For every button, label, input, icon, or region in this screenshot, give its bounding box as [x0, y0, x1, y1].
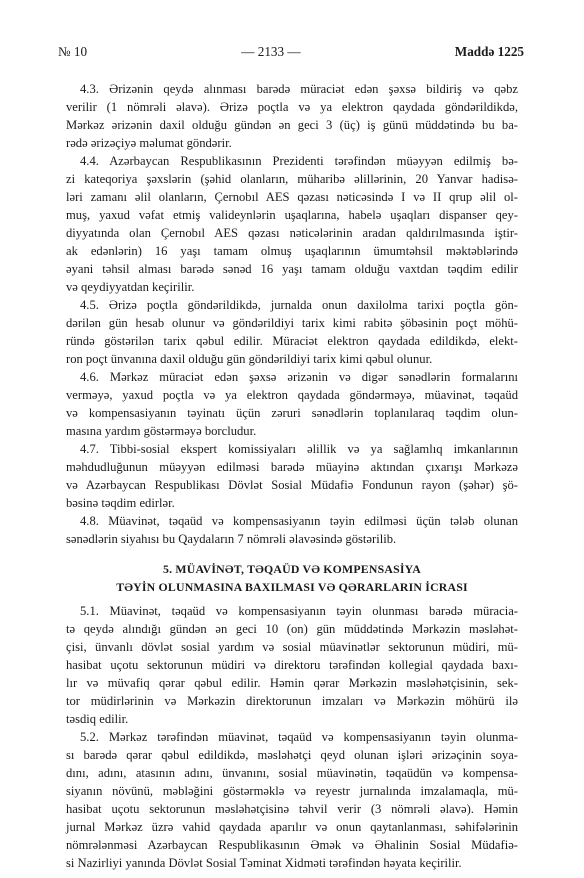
section-heading-line: TƏYİN OLUNMASINA BAXILMASI VƏ QƏRARLARIN İCRASI [116, 580, 468, 594]
paragraph-4-6 [66, 368, 518, 440]
text-line: ləri zamanı əlil olanların, Çernobıl AES qəzası nəticəsində I və II qrup əlil ol- [66, 190, 518, 204]
text-line: sı barədə qərar qəbul edildikdə, məsləhətçi qeyd olunan işləri ərizəçinin soya- [66, 748, 518, 762]
text-line: 4.8. Müavinət, təqaüd və kompensasiyanın təyin edilməsi üçün tələb olunan [80, 514, 518, 528]
text-line: və kompensasiyanın təyinatı üçün zəruri sənədlərin toplanılaraq təqdim olun- [66, 406, 518, 420]
text-line: verilir (1 nömrəli əlavə). Ərizə poçtla və ya elektron qaydada göndərildikdə, [66, 100, 518, 114]
page-header [58, 44, 524, 60]
text-line: dını, adını, atasının adını, ünvanını, sosial müavinətin, təqaüdün və kompensa- [66, 766, 518, 780]
text-line: muş, yaxud vəfat etmiş valideynlərin uşaqlarına, habelə uşaqları dispanser qey- [66, 208, 518, 222]
text-line: 4.4. Azərbaycan Respublikasının Prezidenti tərəfindən müəyyən edilmiş bə- [80, 154, 518, 168]
text-line: təsdiq edilir. [66, 712, 129, 726]
text-line: və Azərbaycan Respublikası Dövlət Sosial Müdafiə Fondunun rayon (şəhər) şö- [66, 478, 518, 492]
text-line: dərilən gün hesab olunur və göndərildiyi tarix kimi rabitə şöbəsinin poçt möhü- [66, 316, 518, 330]
paragraph-5-2 [66, 728, 518, 872]
text-line: 4.7. Tibbi-sosial ekspert komissiyaları əlillik və ya sağlamlıq imkanlarının [80, 442, 518, 456]
text-line: lır və müvafiq qərar qəbul edilir. Həmin qərar Mərkəzin məsləhətçisinin, sek- [66, 676, 518, 690]
text-line: 5.1. Müavinət, təqaüd və kompensasiyanın təyin olunması barədə müracia- [80, 604, 518, 618]
text-line: 4.5. Ərizə poçtla göndərildikdə, jurnalda onun daxilolma tarixi poçtla gön- [80, 298, 518, 312]
text-line: hasibat uçotu sektorunun müdiri və direktoru tərəfindən kollegial qaydada baxı- [66, 658, 518, 672]
text-line: sənədlərin siyahısı bu Qaydaların 7 nömrəli əlavəsində göstərilib. [66, 532, 397, 546]
text-line: si Nazirliyi yanında Dövlət Sosial Təminat Xidməti tərəfindən həyata keçirilir. [66, 856, 462, 870]
text-line: 4.6. Mərkəz müraciət edən şəxsə ərizənin və digər sənədlərin formalarını [80, 370, 518, 384]
text-line: zi kateqoriya şəxslərin (şəhid olanların, müharibə əlillərinin, 20 Yanvar hadisə- [66, 172, 518, 186]
text-line: tə qeydə alındığı gündən ən geci 10 (on) gün müddətində Mərkəzin məsləhət- [66, 622, 518, 636]
section-heading [66, 560, 518, 596]
text-line: rədə ərizəçiyə məlumat göndərir. [66, 136, 232, 150]
article-number: Maddə 1225 [454, 44, 524, 59]
text-line: Mərkəz ərizənin daxil olduğu gündən ən geci 3 (üç) iş günü müddətində bu ba- [66, 118, 518, 132]
text-line: masına yardım göstərməyə borcludur. [66, 424, 257, 438]
document-body [66, 80, 518, 872]
paragraph-4-3 [66, 80, 518, 152]
paragraph-4-4 [66, 152, 518, 296]
paragraph-5-1 [66, 602, 518, 728]
text-line: siyanın növünü, məbləğini göstərməklə və reyestr jurnalında imzalamaqla, mü- [66, 784, 518, 798]
text-line: və qeydiyyatdan keçirilir. [66, 280, 195, 294]
text-line: tor müdirlərinin və Mərkəzin direktorunun imzaları və Mərkəzin möhürü ilə [66, 694, 518, 708]
text-line: jurnal Mərkəz üzrə vahid qaydada aparılır və onun qaytanlanması, səhifələrinin [66, 820, 518, 834]
text-line: 5.2. Mərkəz tərəfindən müavinət, təqaüd və kompensasiyanın təyin olunma- [80, 730, 518, 744]
text-line: ründə göstərilən tarix qəbul edilir. Müraciət elektron qaydada edildikdə, elekt- [66, 334, 518, 348]
page-number: — 2133 — [241, 44, 301, 59]
issue-number: № 10 [58, 44, 88, 59]
text-line: ak edənlərin) 16 yaşı tamam olmuş uşaqlarının ümumtəhsil məktəblərində [66, 244, 518, 258]
text-line: ron poçt ünvanına daxil olduğu gün göndərildiyi tarix kimi qəbul olunur. [66, 352, 433, 366]
text-line: verməyə, yaxud poçtla və ya elektron qaydada göndərməyə, müavinət, təqaüd [66, 388, 518, 402]
section-heading-line: 5. MÜAVİNƏT, TƏQAÜD VƏ KOMPENSASİYA [163, 562, 421, 576]
text-line: əyani təhsil alması barədə sənəd 16 yaşı tamam olduğu vaxtdan təqdim edilir [66, 262, 518, 276]
text-line: 4.3. Ərizənin qeydə alınması barədə müraciət edən şəxsə bildiriş və qəbz [80, 82, 518, 96]
spacer [66, 548, 518, 560]
paragraph-4-5 [66, 296, 518, 368]
text-line: nömrələnməsi Azərbaycan Respublikasının Əmək və Əhalinin Sosial Müdafiə- [66, 838, 518, 852]
paragraph-4-7 [66, 440, 518, 512]
text-line: çisi, ünvanlı dövlət sosial yardım və sosial müavinətlər sektorunun müdiri, mü- [66, 640, 518, 654]
text-line: hasibat uçotu sektorunun məsləhətçisinə təhvil verir (3 nömrəli əlavə). Həmin [66, 802, 518, 816]
paragraph-4-8 [66, 512, 518, 548]
text-line: diyyatında olan Çernobıl AES qəzası nəticələrinin aradan qaldırılmasında iştir- [66, 226, 518, 240]
text-line: məhdudluğunun müəyyən edilməsi barədə müayinə aktından çıxarışı Mərkəzə [66, 460, 518, 474]
text-line: bəsinə təqdim edirlər. [66, 496, 175, 510]
